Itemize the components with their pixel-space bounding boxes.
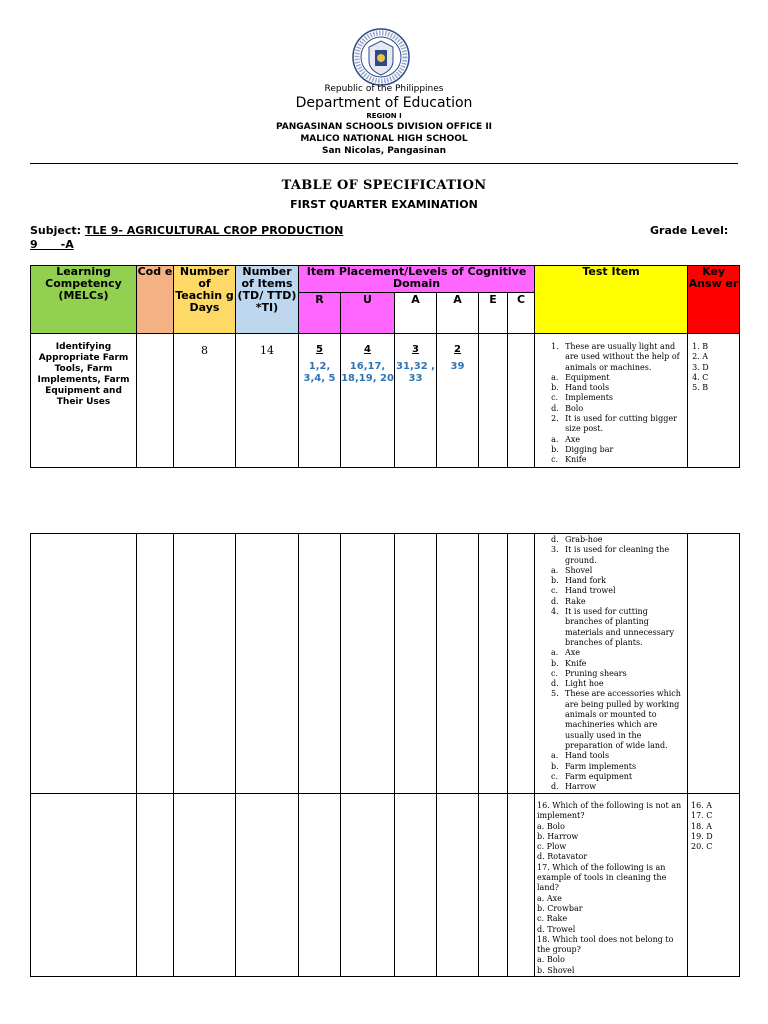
school-name: MALICO NATIONAL HIGH SCHOOL [300, 134, 468, 144]
header-code: Cod e [137, 266, 174, 334]
empty-cell [395, 794, 437, 977]
choice [539, 435, 685, 445]
choice-text: Axe [565, 434, 581, 444]
choice [539, 762, 685, 772]
header-key-answer: Key Answ er [688, 266, 740, 334]
choice-text: Bolo [565, 403, 584, 413]
question-text: These are accessories which are being pulled by working animals or mounted to machineries which are usually used in the preparation of wide land. [565, 689, 681, 750]
key-answer: 1. B [692, 342, 709, 351]
question [539, 607, 685, 648]
school-address: San Nicolas, Pangasinan [322, 146, 446, 156]
header-level-applying: A [395, 293, 437, 334]
test-item-line: d. Trowel [537, 924, 576, 934]
choice-text: Pruning shears [565, 668, 627, 678]
choice [539, 782, 685, 792]
choice [539, 404, 685, 414]
empty-cell [174, 534, 236, 794]
empty-cell [437, 794, 479, 977]
level-evaluating-cell [479, 334, 508, 468]
empty-cell [341, 794, 395, 977]
document-title: TABLE OF SPECIFICATION [281, 178, 487, 193]
question [539, 689, 685, 751]
level-count: 3 [412, 344, 419, 355]
level-item-numbers: 1,2, 3,4, 5 [303, 361, 336, 384]
key-answer: 4. C [692, 372, 709, 382]
number-of-items-cell: 14 [236, 334, 299, 468]
choice-text: Hand tools [565, 751, 610, 761]
header-divider [30, 163, 738, 164]
empty-cell [299, 794, 341, 977]
question-text: It is used for cleaning the ground. [565, 545, 670, 565]
test-item-line: c. Plow [537, 842, 567, 852]
choice [539, 445, 685, 455]
test-item-list [537, 801, 685, 976]
choice [539, 586, 685, 596]
header-test-item: Test Item [535, 266, 688, 334]
key-answer-list [692, 342, 739, 393]
choice-text: Harrow [565, 782, 597, 792]
empty-cell [437, 534, 479, 794]
header-level-understanding: U [341, 293, 395, 334]
choice [539, 659, 685, 669]
choice-letter: d. [551, 782, 559, 792]
empty-cell [508, 794, 535, 977]
choice-letter: b. [551, 658, 559, 668]
level-count: 2 [454, 344, 461, 355]
key-answer: 17. C [691, 811, 713, 821]
choice [539, 772, 685, 782]
test-item-line: b. Crowbar [537, 903, 583, 913]
key-answer-cell [688, 794, 740, 977]
choice-text: Farm equipment [565, 771, 633, 781]
empty-cell [341, 534, 395, 794]
empty-cell [31, 794, 137, 977]
choice-letter: a. [551, 372, 559, 382]
choice [539, 751, 685, 761]
choice-text: Farm implements [565, 761, 637, 771]
region-line: REGION I [366, 112, 402, 120]
key-answer: 3. D [692, 362, 709, 372]
empty-cell [479, 534, 508, 794]
competency-cell: Identifying Appropriate Farm Tools, Farm Implements, Farm Equipment and Their Uses [31, 334, 137, 468]
header-level-analyzing: A [437, 293, 479, 334]
empty-cell [31, 534, 137, 794]
test-item-line: a. Axe [537, 893, 562, 903]
test-item-line: a. Bolo [537, 955, 565, 965]
choice-text: Grab-hoe [565, 535, 603, 544]
level-count: 4 [364, 344, 371, 355]
choice [539, 576, 685, 586]
choice [539, 597, 685, 607]
grade-level-value: 9 -A [30, 238, 74, 251]
key-answer-cell [688, 534, 740, 794]
choice-text: Knife [565, 455, 587, 465]
empty-cell [236, 794, 299, 977]
level-creating-cell [508, 334, 535, 468]
choice [539, 566, 685, 576]
specification-table [30, 265, 740, 468]
empty-cell [137, 794, 174, 977]
choice [539, 393, 685, 403]
header-competency: Learning Competency (MELCs) [31, 266, 137, 334]
choice [539, 383, 685, 393]
subject-line [30, 224, 343, 237]
teaching-days-cell: 8 [174, 334, 236, 468]
choice-letter: c. [551, 393, 559, 403]
choice-letter: b. [551, 383, 559, 393]
key-answer: 2. A [692, 352, 709, 362]
empty-cell [508, 534, 535, 794]
header-item-placement: Item Placement/Levels of Cognitive Domain [299, 266, 535, 293]
choice-letter: b. [551, 761, 559, 771]
question-number: 4. [551, 607, 559, 617]
level-understanding-cell [341, 334, 395, 468]
test-item-line: 16. Which of the following is not an implement? [537, 801, 682, 821]
choice-letter: d. [551, 679, 559, 689]
choice-letter: d. [551, 403, 559, 413]
question-number: 5. [551, 689, 559, 699]
choice-letter: d. [551, 535, 559, 544]
header-number-of-items: Number of Items (TD/ TTD) *TI) [236, 266, 299, 334]
level-remembering-cell [299, 334, 341, 468]
question-number: 2. [551, 414, 559, 424]
level-item-numbers: 39 [450, 361, 465, 372]
header-level-creating: C [508, 293, 535, 334]
choice [539, 455, 685, 465]
choice-text: Hand trowel [565, 586, 616, 596]
key-answer: 5. B [692, 383, 709, 393]
deped-seal-icon [352, 28, 410, 86]
level-applying-cell [395, 334, 437, 468]
test-item-line: a. Bolo [537, 821, 565, 831]
choice-text: Axe [565, 648, 581, 658]
choice-letter: c. [551, 771, 559, 781]
level-analyzing-cell [437, 334, 479, 468]
choice-text: Rake [565, 596, 586, 606]
choice [539, 648, 685, 658]
code-cell [137, 334, 174, 468]
question [539, 414, 685, 435]
choice-text: Light hoe [565, 679, 604, 689]
division-line: PANGASINAN SCHOOLS DIVISION OFFICE II [275, 122, 493, 132]
key-answer: 20. C [691, 842, 713, 852]
question-text: It is used for cutting bigger size post. [565, 414, 677, 434]
choice [539, 669, 685, 679]
choice-letter: b. [551, 444, 559, 454]
choice-text: Shovel [565, 565, 593, 575]
choice-text: Equipment [565, 372, 610, 382]
test-item-list [539, 535, 685, 792]
test-item-list [539, 342, 685, 466]
question [539, 342, 685, 373]
choice-text: Implements [565, 393, 614, 403]
grade-level-label: Grade Level: [650, 224, 729, 237]
key-answer: 19. D [691, 831, 713, 841]
choice-letter: b. [551, 576, 559, 586]
test-item-line: 17. Which of the following is an example of tools in cleaning the land? [537, 862, 667, 893]
question [539, 545, 685, 566]
choice-letter: d. [551, 596, 559, 606]
choice [539, 373, 685, 383]
choice-letter: a. [551, 565, 559, 575]
document-subtitle: FIRST QUARTER EXAMINATION [290, 198, 478, 211]
key-answer: 16. A [691, 801, 713, 810]
header-level-evaluating: E [479, 293, 508, 334]
choice [539, 535, 685, 545]
empty-cell [299, 534, 341, 794]
choice-letter: a. [551, 751, 559, 761]
choice-letter: c. [551, 668, 559, 678]
test-item-cell [535, 334, 688, 468]
choice-letter: a. [551, 648, 559, 658]
choice-text: Digging bar [565, 444, 614, 454]
question-number: 3. [551, 545, 559, 555]
choice-text: Hand tools [565, 383, 610, 393]
level-item-numbers: 31,32 , 33 [396, 361, 435, 384]
question-text: These are usually light and are used without the help of animals or machines. [565, 342, 680, 372]
subject-value: TLE 9- AGRICULTURAL CROP PRODUCTION [84, 224, 344, 237]
level-count: 5 [316, 344, 323, 355]
choice-letter: c. [551, 586, 559, 596]
key-answer-list [691, 801, 739, 852]
choice-text: Hand fork [565, 576, 607, 586]
empty-cell [236, 534, 299, 794]
header-teaching-days: Number of Teachin g Days [174, 266, 236, 334]
test-item-line: d. Rotavator [537, 852, 588, 862]
question-number: 1. [551, 342, 559, 351]
test-item-line: b. Shovel [537, 965, 575, 975]
test-item-cell [535, 534, 688, 794]
test-item-line: b. Harrow [537, 831, 579, 841]
choice-text: Knife [565, 658, 587, 668]
level-item-numbers: 16,17, 18,19, 20 [341, 361, 394, 384]
choice [539, 679, 685, 689]
key-answer: 18. A [691, 821, 713, 831]
choice-letter: c. [551, 455, 559, 465]
specification-table-continued [30, 533, 740, 977]
choice-letter: a. [551, 434, 559, 444]
republic-line: Republic of the Philippines [324, 84, 444, 94]
test-item-line: c. Rake [537, 914, 568, 924]
department-name: Department of Education [295, 95, 473, 111]
empty-cell [395, 534, 437, 794]
empty-cell [479, 794, 508, 977]
question-text: It is used for cutting branches of planting materials and unnecessary branches of plants. [565, 607, 674, 647]
empty-cell [137, 534, 174, 794]
key-answer-cell [688, 334, 740, 468]
test-item-cell [535, 794, 688, 977]
test-item-line: 18. Which tool does not belong to the group? [537, 934, 674, 955]
subject-label: Subject: [30, 224, 82, 237]
empty-cell [174, 794, 236, 977]
header-level-remembering: R [299, 293, 341, 334]
